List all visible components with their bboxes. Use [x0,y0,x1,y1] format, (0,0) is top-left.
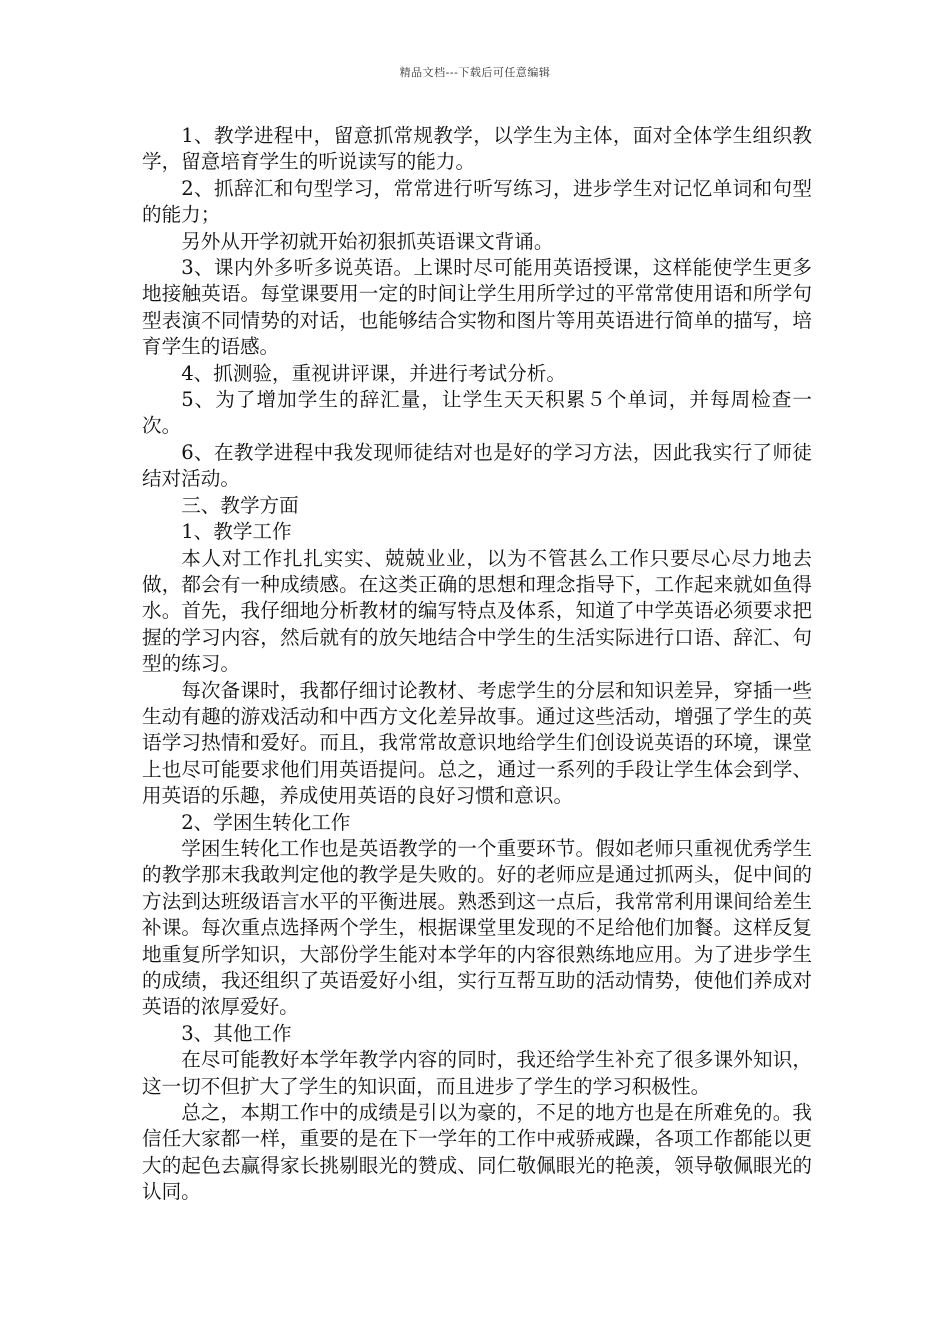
document-body [142,123,812,1206]
paragraph: 2、抓辞汇和句型学习，常常进行听写练习，进步学生对记忆单词和句型的能力； [142,176,812,227]
paragraph: 总之，本期工作中的成绩是引以为豪的，不足的地方也是在所难免的。我信任大家都一样，重要的是在下一学年的工作中戒骄戒躁，各项工作都能以更大的起色去赢得家长挑剔眼光的赞成、同仁敬佩眼光的艳羡，领导敬佩眼光的认同。 [142,1101,812,1204]
paragraph: 在尽可能教好本学年教学内容的同时，我还给学生补充了很多课外知识，这一切不但扩大了学生的知识面，而且进步了学生的学习积极性。 [142,1048,812,1098]
paragraph: 学困生转化工作也是英语教学的一个重要环节。假如老师只重视优秀学生的教学那末我敢判定他的教学是失败的。好的老师应是通过抓两头，促中间的方法到达班级语言水平的平衡进展。熟悉到这一点后，我常常利用课间给差生补课。每次重点选择两个学生，根据课堂里发现的不足给他们加餐。这样反复地重复所学知识，大部份学生能对本学年的内容很熟练地应用。为了进步学生的成绩，我还组织了英语爱好小组，实行互帮互助的活动情势，使他们养成对英语的浓厚爱好。 [142,836,812,1019]
paragraph: 另外从开学初就开始初狠抓英语课文背诵。 [181,229,554,253]
subsection-heading: 1、教学工作 [181,520,292,544]
paragraph: 1、教学进程中，留意抓常规教学，以学生为主体，面对全体学生组织教学，留意培育学生的听说读写的能力。 [142,124,812,174]
page-header: 精品文档---下载后可任意编辑 [399,66,551,79]
paragraph: 4、抓测验，重视讲评课，并进行考试分析。 [181,361,566,385]
paragraph: 6、在教学进程中我发现师徒结对也是好的学习方法，因此我实行了师徒结对活动。 [142,440,812,491]
subsection-heading: 2、学困生转化工作 [181,810,351,834]
section-heading: 三、教学方面 [181,493,299,517]
paragraph: 每次备课时，我都仔细讨论教材、考虑学生的分层和知识差异，穿插一些生动有趣的游戏活动和中西方文化差异故事。通过这些活动，增强了学生的英语学习热情和爱好。而且，我常常故意识地给学生们创设说英语的环境，课堂上也尽可能要求他们用英语提问。总之，通过一系列的手段让学生体会到学、用英语的乐趣，养成使用英语的良好习惯和意识。 [142,678,812,808]
paragraph: 本人对工作扎扎实实、兢兢业业，以为不管甚么工作只要尽心尽力地去做，都会有一种成绩感。在这类正确的思想和理念指导下，工作起来就如鱼得水。首先，我仔细地分析教材的编写特点及体系，知道了中学英语必须要求把握的学习内容，然后就有的放矢地结合中学生的生活实际进行口语、辞汇、句型的练习。 [142,546,812,676]
paragraph: 3、课内外多听多说英语。上课时尽可能用英语授课，这样能使学生更多地接触英语。每堂课要用一定的时间让学生用所学过的平常常使用语和所学句型表演不同情势的对话，也能够结合实物和图片等用英语进行简单的描写，培育学生的语感。 [142,256,812,359]
subsection-heading: 3、其他工作 [181,1021,292,1045]
paragraph: 5、为了增加学生的辞汇量，让学生天天积累５个单词，并每周检查一次。 [142,388,812,438]
